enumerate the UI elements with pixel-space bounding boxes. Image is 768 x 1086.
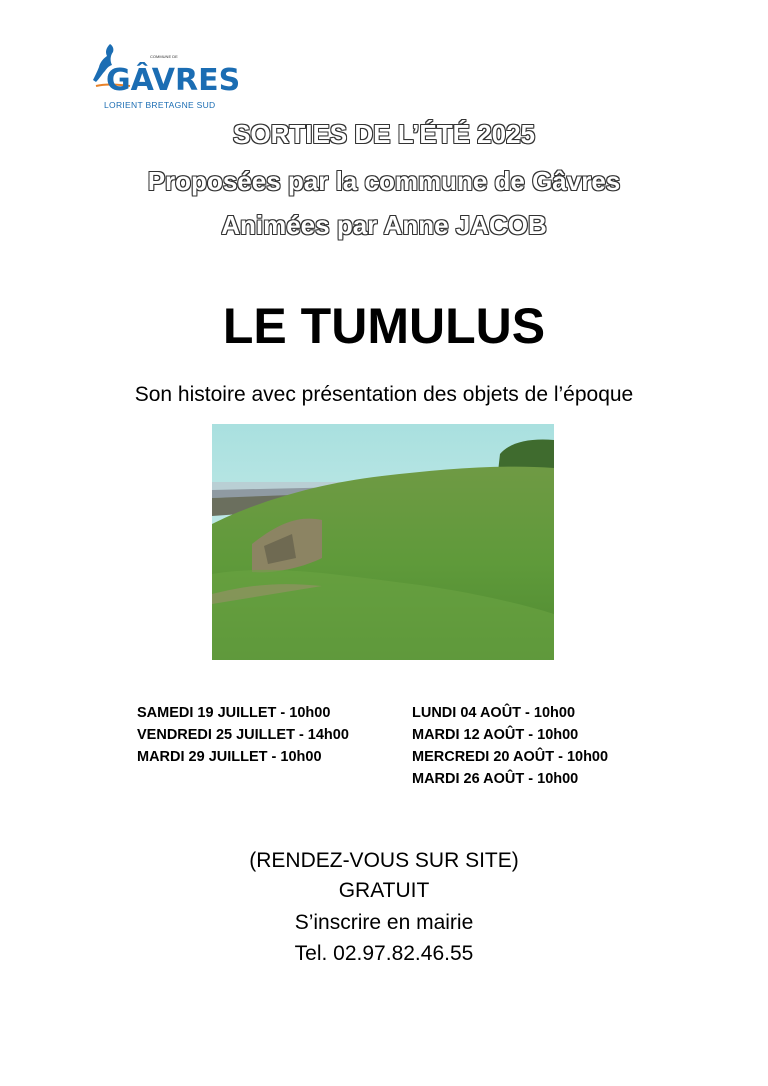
date-item: MERCREDI 20 AOÛT - 10h00	[412, 749, 609, 765]
header-line-1: SORTIES DE L’ÉTÉ 2025	[233, 119, 535, 149]
date-item: MARDI 29 JUILLET - 10h00	[137, 749, 322, 765]
date-item: LUNDI 04 AOÛT - 10h00	[412, 705, 576, 721]
dates-august	[412, 702, 608, 790]
date-item: VENDREDI 25 JUILLET - 14h00	[137, 727, 349, 743]
page-subtitle: Son histoire avec présentation des objets de l’époque	[134, 383, 634, 406]
tumulus-photo	[212, 424, 554, 660]
registration-note: S’inscrire en mairie	[294, 911, 474, 934]
header-line-3: Animées par Anne JACOB	[221, 210, 547, 240]
date-item: MARDI 26 AOÛT - 10h00	[412, 771, 579, 787]
logo-name: GÂVRES	[106, 63, 241, 98]
header-line-2: Proposées par la commune de Gâvres	[147, 166, 621, 196]
logo-small-text: COMMUNE DE	[150, 54, 178, 59]
date-item: SAMEDI 19 JUILLET - 10h00	[137, 705, 331, 721]
phone-number: Tel. 02.97.82.46.55	[294, 942, 474, 965]
dates-july	[137, 702, 349, 768]
meeting-note: (RENDEZ-VOUS SUR SITE)	[249, 849, 519, 872]
gavres-logo	[92, 42, 241, 114]
page-title: LE TUMULUS	[222, 298, 546, 354]
price-note: GRATUIT	[338, 879, 430, 902]
logo-subtitle: LORIENT BRETAGNE SUD	[104, 100, 216, 110]
date-item: MARDI 12 AOÛT - 10h00	[412, 727, 579, 743]
